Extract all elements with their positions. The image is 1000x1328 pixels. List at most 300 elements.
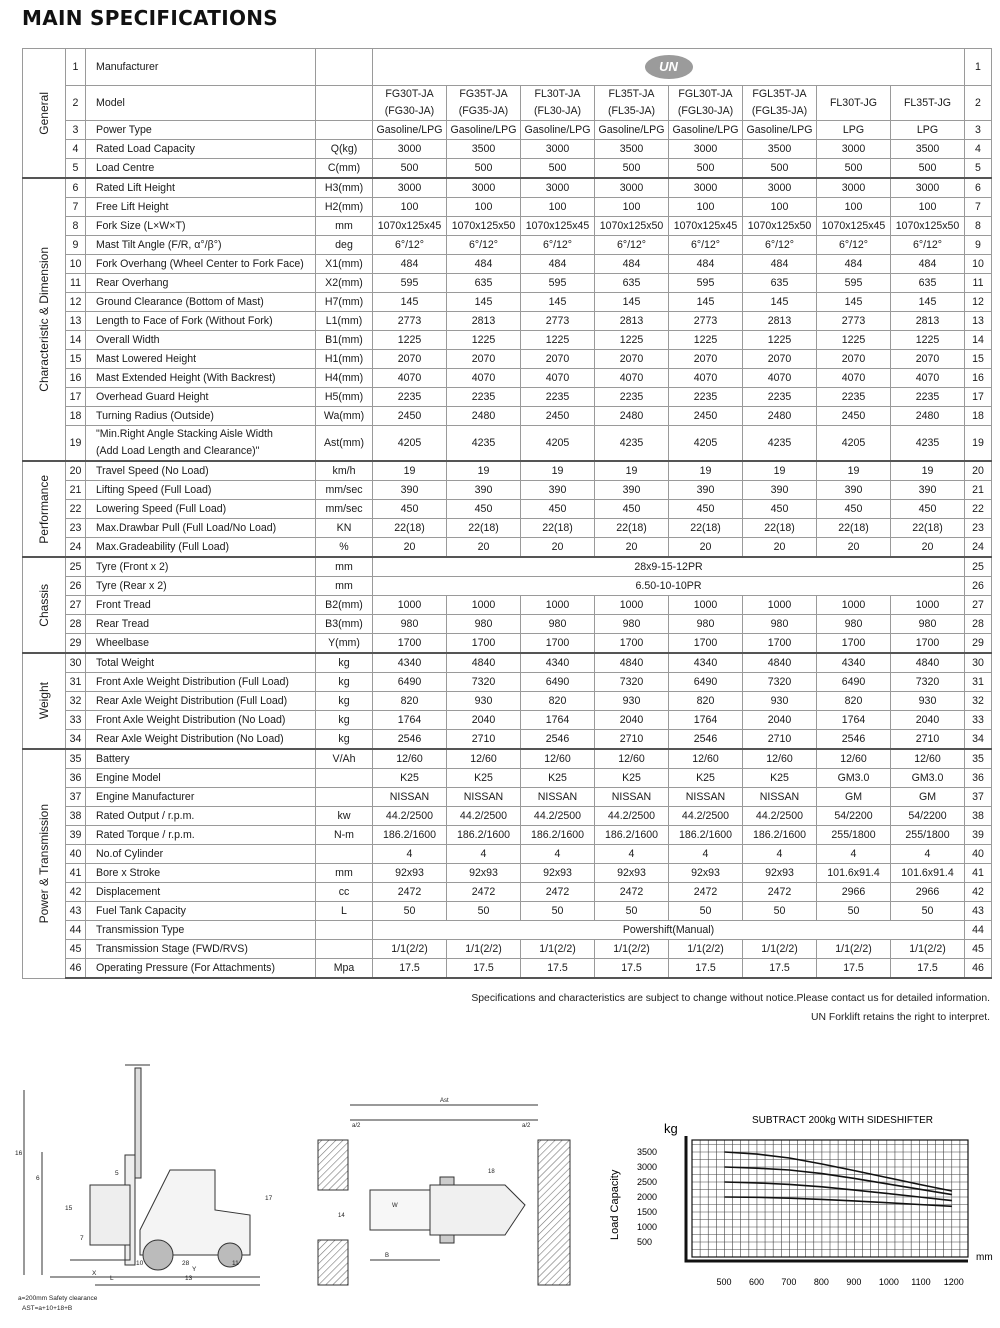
spec-value: 2710 xyxy=(595,730,669,750)
row-unit xyxy=(316,86,373,121)
row-unit xyxy=(316,921,373,940)
row-number: 32 xyxy=(66,692,86,711)
spec-value: 450 xyxy=(743,500,817,519)
spec-value: 1700 xyxy=(373,634,447,654)
spec-row xyxy=(23,481,992,500)
section-label-text: Power & Transmission xyxy=(37,804,51,924)
row-number: 10 xyxy=(66,255,86,274)
spec-value: 390 xyxy=(743,481,817,500)
spec-row xyxy=(23,769,992,788)
row-number: 11 xyxy=(66,274,86,293)
spec-value: 12/60 xyxy=(817,749,891,769)
spec-value: 1225 xyxy=(891,331,965,350)
row-number: 31 xyxy=(66,673,86,692)
row-item: Rated Lift Height xyxy=(86,178,316,198)
spec-value: 450 xyxy=(521,500,595,519)
spec-value: 100 xyxy=(595,198,669,217)
spec-value: 4070 xyxy=(669,369,743,388)
row-item-line: (Add Load Length and Clearance)" xyxy=(96,445,260,457)
row-unit: Mpa xyxy=(316,959,373,979)
spec-row xyxy=(23,730,992,750)
row-number-right: 44 xyxy=(965,921,992,940)
spec-value: 1700 xyxy=(743,634,817,654)
spec-value: 2070 xyxy=(447,350,521,369)
spec-value: 54/2200 xyxy=(891,807,965,826)
spec-row xyxy=(23,538,992,558)
spec-value: 980 xyxy=(817,615,891,634)
spec-value: 2773 xyxy=(373,312,447,331)
spec-value: 4840 xyxy=(743,653,817,673)
front-wheel xyxy=(143,1240,173,1270)
spec-value: 484 xyxy=(521,255,595,274)
row-item: Rear Overhang xyxy=(86,274,316,293)
dim-label: B xyxy=(385,1253,390,1259)
row-number: 28 xyxy=(66,615,86,634)
spec-row xyxy=(23,500,992,519)
row-number: 41 xyxy=(66,864,86,883)
spec-value: GM3.0 xyxy=(817,769,891,788)
model-name: FG35T-JA xyxy=(459,88,508,100)
row-item: Rear Tread xyxy=(86,615,316,634)
row-unit: H7(mm) xyxy=(316,293,373,312)
spec-value: 7320 xyxy=(891,673,965,692)
spec-value: 4 xyxy=(743,845,817,864)
row-number-right: 23 xyxy=(965,519,992,538)
model-cell xyxy=(669,86,743,121)
spec-value: 6490 xyxy=(817,673,891,692)
row-number-right: 24 xyxy=(965,538,992,558)
model-cell xyxy=(447,86,521,121)
spec-value: GM3.0 xyxy=(891,769,965,788)
spec-value: Gasoline/LPG xyxy=(521,121,595,140)
spec-value: 50 xyxy=(373,902,447,921)
spec-value: Gasoline/LPG xyxy=(447,121,521,140)
spec-value: 2472 xyxy=(595,883,669,902)
spec-value: 3500 xyxy=(447,140,521,159)
spec-row xyxy=(23,940,992,959)
spec-row xyxy=(23,673,992,692)
spec-value: 100 xyxy=(891,198,965,217)
spec-value: 3000 xyxy=(373,140,447,159)
spec-value: 50 xyxy=(669,902,743,921)
spec-value: 1225 xyxy=(743,331,817,350)
row-item: Mast Extended Height (With Backrest) xyxy=(86,369,316,388)
section-label xyxy=(23,653,66,749)
row-unit: kg xyxy=(316,730,373,750)
spec-row xyxy=(23,274,992,293)
spec-value: 100 xyxy=(817,198,891,217)
spec-row xyxy=(23,388,992,407)
spec-row xyxy=(23,577,992,596)
row-unit: L1(mm) xyxy=(316,312,373,331)
spec-value: 92x93 xyxy=(521,864,595,883)
side-view-diagram xyxy=(10,1060,300,1320)
spec-value: 92x93 xyxy=(447,864,521,883)
model-name: FGL30T-JA xyxy=(678,88,733,100)
spec-value: 6°/12° xyxy=(817,236,891,255)
row-number: 30 xyxy=(66,653,86,673)
spec-value: 1000 xyxy=(447,596,521,615)
row-number: 46 xyxy=(66,959,86,979)
row-unit: B1(mm) xyxy=(316,331,373,350)
spec-value: 145 xyxy=(891,293,965,312)
row-unit xyxy=(316,769,373,788)
spec-value: 19 xyxy=(669,461,743,481)
spec-row xyxy=(23,788,992,807)
spec-value: 17.5 xyxy=(521,959,595,979)
row-item: Rear Axle Weight Distribution (No Load) xyxy=(86,730,316,750)
spec-value: 4205 xyxy=(817,426,891,462)
row-item: Front Tread xyxy=(86,596,316,615)
row-item: Travel Speed (No Load) xyxy=(86,461,316,481)
spec-value: 390 xyxy=(447,481,521,500)
dim-label: X xyxy=(92,1270,97,1277)
row-unit: mm xyxy=(316,557,373,577)
y-axis-label: Load Capacity xyxy=(609,1169,621,1240)
safety-clearance-note: a=200mm Safety clearance xyxy=(18,1295,98,1302)
spec-value: 186.2/1600 xyxy=(669,826,743,845)
spec-value: NISSAN xyxy=(521,788,595,807)
row-unit: KN xyxy=(316,519,373,538)
model-cell xyxy=(817,86,891,121)
spec-value: 22(18) xyxy=(669,519,743,538)
spec-value: 2773 xyxy=(521,312,595,331)
spec-value: 17.5 xyxy=(447,959,521,979)
spec-value: 390 xyxy=(521,481,595,500)
row-number-right: 19 xyxy=(965,426,992,462)
row-item: Max.Gradeability (Full Load) xyxy=(86,538,316,558)
row-number: 12 xyxy=(66,293,86,312)
spec-row xyxy=(23,369,992,388)
row-item: Overhead Guard Height xyxy=(86,388,316,407)
spec-value: 12/60 xyxy=(891,749,965,769)
spec-value: 6°/12° xyxy=(595,236,669,255)
spec-value: 7320 xyxy=(595,673,669,692)
row-unit: Q(kg) xyxy=(316,140,373,159)
spec-row xyxy=(23,826,992,845)
spec-row xyxy=(23,519,992,538)
spec-value: 4205 xyxy=(521,426,595,462)
spec-value: NISSAN xyxy=(669,788,743,807)
spec-value: 3000 xyxy=(373,178,447,198)
row-unit xyxy=(316,121,373,140)
spec-value: 20 xyxy=(595,538,669,558)
row-item: Fork Overhang (Wheel Center to Fork Face) xyxy=(86,255,316,274)
spec-value: 92x93 xyxy=(373,864,447,883)
spec-value: 2710 xyxy=(447,730,521,750)
spec-value: 6°/12° xyxy=(891,236,965,255)
spec-value: 595 xyxy=(669,274,743,293)
spec-value: 4840 xyxy=(891,653,965,673)
spec-value: 6490 xyxy=(373,673,447,692)
row-number: 7 xyxy=(66,198,86,217)
row-number: 37 xyxy=(66,788,86,807)
model-name: (FG35-JA) xyxy=(458,105,509,117)
row-unit: N-m xyxy=(316,826,373,845)
spec-value: 20 xyxy=(743,538,817,558)
row-number: 20 xyxy=(66,461,86,481)
row-unit: X2(mm) xyxy=(316,274,373,293)
row-unit: H2(mm) xyxy=(316,198,373,217)
model-cell xyxy=(891,86,965,121)
spec-value: 6°/12° xyxy=(447,236,521,255)
row-number-right: 6 xyxy=(965,178,992,198)
spec-value: 17.5 xyxy=(891,959,965,979)
spec-row xyxy=(23,426,992,462)
row-unit: mm xyxy=(316,577,373,596)
spec-row xyxy=(23,653,992,673)
row-number-right: 42 xyxy=(965,883,992,902)
row-item: Rated Torque / r.p.m. xyxy=(86,826,316,845)
row-unit: kw xyxy=(316,807,373,826)
row-number: 25 xyxy=(66,557,86,577)
spec-value: 500 xyxy=(595,159,669,179)
spec-row xyxy=(23,864,992,883)
spec-row xyxy=(23,461,992,481)
section-label xyxy=(23,749,66,978)
spanning-value: 28x9-15-12PR xyxy=(373,557,965,577)
spec-value: LPG xyxy=(891,121,965,140)
row-number: 2 xyxy=(66,86,86,121)
spec-value: 2472 xyxy=(521,883,595,902)
spec-value: 6°/12° xyxy=(669,236,743,255)
load-capacity-chart xyxy=(600,1105,995,1295)
row-number-right: 12 xyxy=(965,293,992,312)
spec-value: 820 xyxy=(521,692,595,711)
spec-value: 500 xyxy=(521,159,595,179)
row-item: Overall Width xyxy=(86,331,316,350)
spec-value: 4840 xyxy=(447,653,521,673)
spec-value: 1700 xyxy=(817,634,891,654)
spec-value: 145 xyxy=(669,293,743,312)
spec-value: 100 xyxy=(373,198,447,217)
row-number: 4 xyxy=(66,140,86,159)
spec-value: 2480 xyxy=(891,407,965,426)
spec-value: NISSAN xyxy=(447,788,521,807)
spec-value: 22(18) xyxy=(447,519,521,538)
row-number-right: 16 xyxy=(965,369,992,388)
dim-label: a/2 xyxy=(352,1123,361,1129)
manufacturer-logo-cell xyxy=(373,49,965,86)
row-number-right: 15 xyxy=(965,350,992,369)
spec-value: 19 xyxy=(891,461,965,481)
spec-value: 1/1(2/2) xyxy=(817,940,891,959)
row-number-right: 8 xyxy=(965,217,992,236)
spec-row xyxy=(23,140,992,159)
spec-value: 2710 xyxy=(743,730,817,750)
spec-value: 17.5 xyxy=(817,959,891,979)
row-item: Model xyxy=(86,86,316,121)
spec-value: 4070 xyxy=(521,369,595,388)
spec-value: 19 xyxy=(595,461,669,481)
spec-value: 450 xyxy=(595,500,669,519)
model-name: FL30T-JG xyxy=(829,96,878,109)
spec-value: 6°/12° xyxy=(521,236,595,255)
spec-value: 50 xyxy=(447,902,521,921)
spec-value: 1070x125x50 xyxy=(595,217,669,236)
spec-value: 500 xyxy=(447,159,521,179)
spec-value: 390 xyxy=(891,481,965,500)
load-top xyxy=(370,1190,430,1230)
spec-value: 44.2/2500 xyxy=(521,807,595,826)
dim-label: W xyxy=(392,1203,398,1209)
row-number: 3 xyxy=(66,121,86,140)
spec-value: 2546 xyxy=(817,730,891,750)
row-number: 27 xyxy=(66,596,86,615)
spec-value: 1070x125x45 xyxy=(521,217,595,236)
spec-value: 1000 xyxy=(595,596,669,615)
spec-value: 19 xyxy=(447,461,521,481)
spec-value: 12/60 xyxy=(743,749,817,769)
spec-value: 1070x125x50 xyxy=(447,217,521,236)
row-item: Fork Size (L×W×T) xyxy=(86,217,316,236)
spec-value: 20 xyxy=(669,538,743,558)
spec-value: 3500 xyxy=(743,140,817,159)
dim-label: 28 xyxy=(182,1260,190,1267)
row-number-right: 1 xyxy=(965,49,992,86)
row-unit xyxy=(316,845,373,864)
spec-value: 255/1800 xyxy=(817,826,891,845)
row-number: 38 xyxy=(66,807,86,826)
x-tick-label: 500 xyxy=(716,1277,732,1287)
spec-value: 4340 xyxy=(521,653,595,673)
spec-value: 3000 xyxy=(743,178,817,198)
spec-value: 1/1(2/2) xyxy=(891,940,965,959)
row-number: 23 xyxy=(66,519,86,538)
spec-row xyxy=(23,312,992,331)
spec-value: 484 xyxy=(595,255,669,274)
row-number: 13 xyxy=(66,312,86,331)
row-item: Turning Radius (Outside) xyxy=(86,407,316,426)
row-item: Engine Manufacturer xyxy=(86,788,316,807)
spec-value: 2472 xyxy=(669,883,743,902)
spec-value: 145 xyxy=(595,293,669,312)
spec-value: K25 xyxy=(447,769,521,788)
spec-value: 100 xyxy=(743,198,817,217)
spanning-value: Powershift(Manual) xyxy=(373,921,965,940)
spec-value: 22(18) xyxy=(891,519,965,538)
spec-value: 145 xyxy=(743,293,817,312)
row-unit: Wa(mm) xyxy=(316,407,373,426)
row-unit: X1(mm) xyxy=(316,255,373,274)
row-number-right: 36 xyxy=(965,769,992,788)
spec-value: 2546 xyxy=(669,730,743,750)
row-number-right: 2 xyxy=(965,86,992,121)
spec-value: 255/1800 xyxy=(891,826,965,845)
spec-value: 100 xyxy=(447,198,521,217)
spec-value: 145 xyxy=(373,293,447,312)
row-number: 43 xyxy=(66,902,86,921)
spec-value: 4235 xyxy=(743,426,817,462)
spec-value: 50 xyxy=(817,902,891,921)
spec-value: 4070 xyxy=(373,369,447,388)
row-number: 8 xyxy=(66,217,86,236)
x-tick-label: 1000 xyxy=(878,1277,899,1287)
model-name: (FGL30-JA) xyxy=(677,105,734,117)
spec-row xyxy=(23,557,992,577)
spec-value: 6490 xyxy=(521,673,595,692)
section-label-text: Chassis xyxy=(37,583,51,627)
spec-row xyxy=(23,749,992,769)
spec-value: NISSAN xyxy=(743,788,817,807)
top-view-diagram xyxy=(310,1095,580,1290)
row-item: Lifting Speed (Full Load) xyxy=(86,481,316,500)
spec-value: 4 xyxy=(521,845,595,864)
spec-value: GM xyxy=(817,788,891,807)
spec-value: 50 xyxy=(595,902,669,921)
row-number: 16 xyxy=(66,369,86,388)
spec-value: 2040 xyxy=(595,711,669,730)
row-unit xyxy=(316,940,373,959)
spec-value: 44.2/2500 xyxy=(595,807,669,826)
row-unit: B3(mm) xyxy=(316,615,373,634)
spec-value: 1000 xyxy=(669,596,743,615)
row-number: 42 xyxy=(66,883,86,902)
spec-value: 1/1(2/2) xyxy=(373,940,447,959)
spec-row xyxy=(23,236,992,255)
spec-value: 4 xyxy=(373,845,447,864)
spec-value: 2450 xyxy=(669,407,743,426)
spec-value: K25 xyxy=(669,769,743,788)
spec-value: 4340 xyxy=(817,653,891,673)
model-name: FG30T-JA xyxy=(385,88,434,100)
spec-value: 50 xyxy=(891,902,965,921)
spec-value: 145 xyxy=(447,293,521,312)
spec-value: 50 xyxy=(743,902,817,921)
spec-value: 1/1(2/2) xyxy=(521,940,595,959)
spec-value: 6°/12° xyxy=(373,236,447,255)
wheel-top xyxy=(440,1177,454,1185)
dim-label: a/2 xyxy=(522,1123,531,1129)
y-tick-label: 1500 xyxy=(637,1207,658,1217)
dim-label: L xyxy=(110,1275,114,1282)
dim-label: 14 xyxy=(338,1213,345,1219)
spec-value: 44.2/2500 xyxy=(373,807,447,826)
row-number: 14 xyxy=(66,331,86,350)
chart-title: SUBTRACT 200kg WITH SIDESHIFTER xyxy=(752,1115,933,1126)
spec-value: 2546 xyxy=(373,730,447,750)
row-item: Tyre (Rear x 2) xyxy=(86,577,316,596)
row-number-right: 40 xyxy=(965,845,992,864)
spec-value: 1225 xyxy=(595,331,669,350)
spec-value: 2450 xyxy=(521,407,595,426)
row-unit: mm/sec xyxy=(316,481,373,500)
section-label xyxy=(23,178,66,461)
spec-value: 1070x125x45 xyxy=(817,217,891,236)
model-name: (FL30-JA) xyxy=(533,105,582,117)
spec-row xyxy=(23,921,992,940)
row-item: Battery xyxy=(86,749,316,769)
spec-row xyxy=(23,711,992,730)
model-name: (FL35-JA) xyxy=(607,105,656,117)
spec-value: 1764 xyxy=(521,711,595,730)
row-unit: H4(mm) xyxy=(316,369,373,388)
row-unit: B2(mm) xyxy=(316,596,373,615)
dim-label: Y xyxy=(192,1266,197,1273)
spec-value: 17.5 xyxy=(373,959,447,979)
spec-value: 2450 xyxy=(817,407,891,426)
row-number: 39 xyxy=(66,826,86,845)
row-item: Displacement xyxy=(86,883,316,902)
spec-value: 3500 xyxy=(595,140,669,159)
row-number: 6 xyxy=(66,178,86,198)
spec-value: 1225 xyxy=(521,331,595,350)
spec-value: Gasoline/LPG xyxy=(595,121,669,140)
disclaimer-note: Specifications and characteristics are subject to change without notice.Please contact us for detailed information. xyxy=(471,993,990,1004)
row-item xyxy=(86,426,316,462)
forklift-top xyxy=(430,1185,525,1235)
spec-value: 635 xyxy=(447,274,521,293)
